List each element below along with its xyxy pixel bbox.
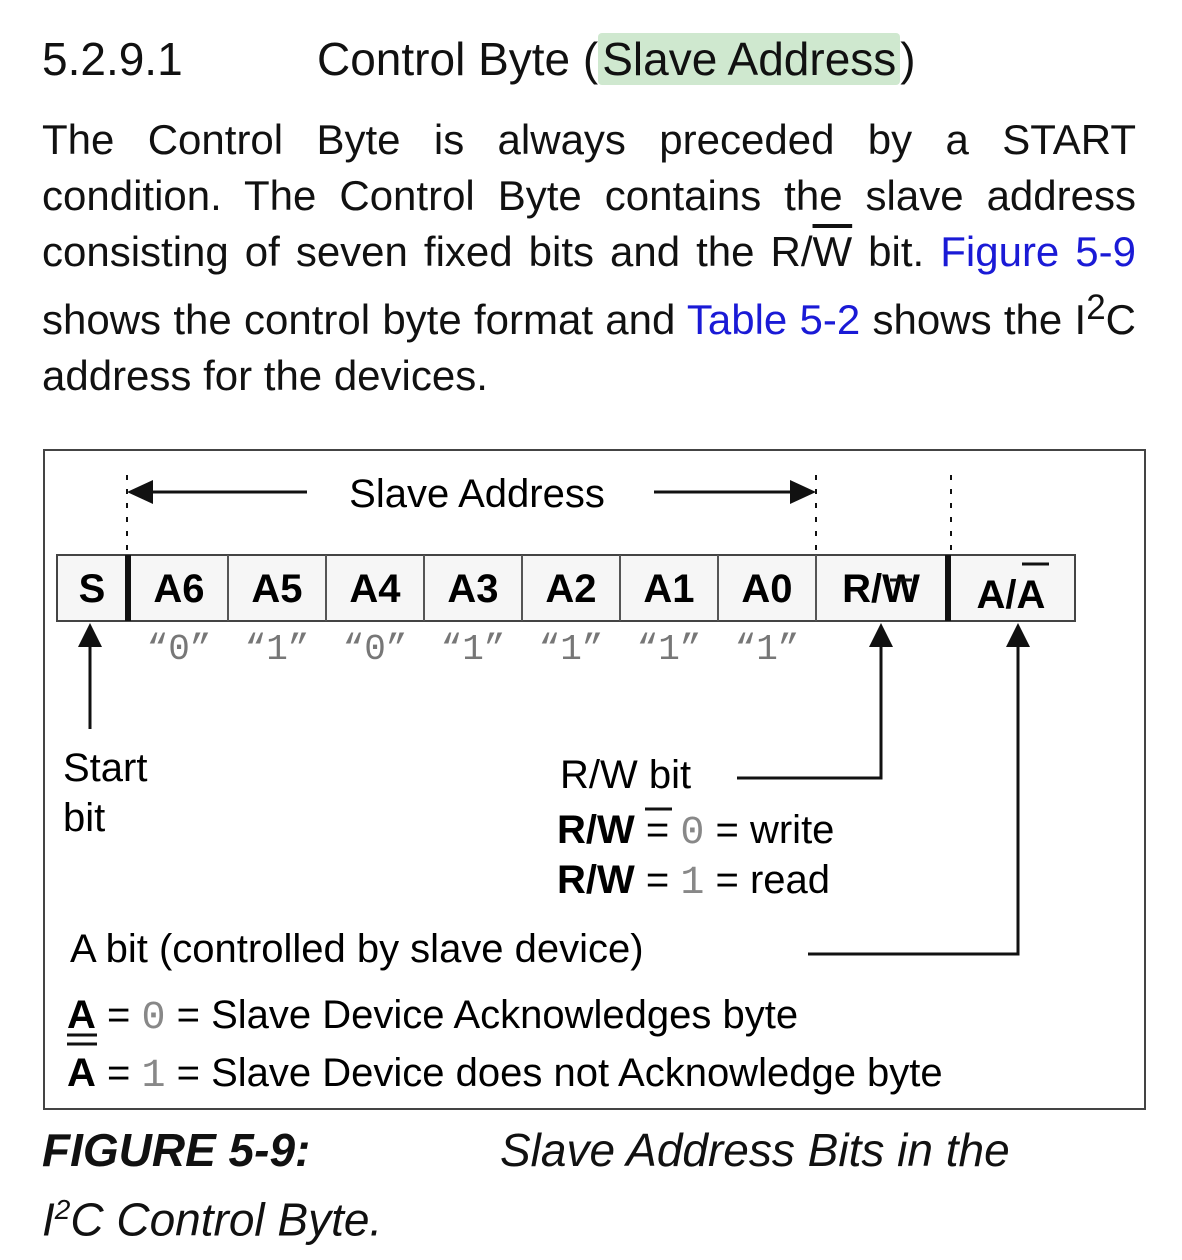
bit-value-a5: “1” bbox=[244, 629, 310, 670]
figure-link[interactable]: Figure 5-9 bbox=[940, 228, 1136, 275]
ack-one-line: A = 1 = Slave Device does not Acknowledge byte bbox=[67, 1051, 943, 1099]
bit-value-a3: “1” bbox=[440, 629, 506, 670]
rw-read-line: R/W = 1 = read bbox=[557, 858, 831, 906]
cell-a5: A5 bbox=[251, 567, 303, 611]
caption-title-line1: Slave Address Bits in the bbox=[500, 1124, 1010, 1176]
arrowhead-left-icon bbox=[127, 480, 153, 504]
ack-pointer-line bbox=[808, 646, 1018, 954]
ack-zero-line: A = 0 = Slave Device Acknowledges byte bbox=[67, 993, 799, 1041]
ack-bit-title: A bit (controlled by slave device) bbox=[70, 927, 644, 971]
body-paragraph: The Control Byte is always preceded by a START condition. The Control Byte contains the slave address consisting of seven fixed bits and the $R/\overline{W}$ bit. Figure 5-9 shows the control byte format and Table 5-2 shows the $I^2C$ address for the devices. bbox=[42, 116, 1137, 399]
bit-value-a1: “1” bbox=[636, 629, 702, 670]
cell-a2: A2 bbox=[545, 567, 597, 611]
start-label-line1: Start bbox=[63, 746, 148, 790]
section-title: Control Byte (Slave Address) bbox=[317, 33, 916, 85]
arrowhead-right-icon bbox=[790, 480, 816, 504]
cell-a6: A6 bbox=[153, 567, 205, 611]
rw-divider bbox=[945, 555, 951, 621]
cell-a3: A3 bbox=[447, 567, 499, 611]
slave-address-label: Slave Address bbox=[349, 472, 605, 516]
figure-control-byte bbox=[43, 449, 1146, 1110]
ack-arrowhead-icon bbox=[1006, 623, 1030, 647]
rw-arrowhead-icon bbox=[869, 623, 893, 647]
cell-a4: A4 bbox=[349, 567, 401, 611]
bit-value-a4: “0” bbox=[342, 629, 408, 670]
control-byte-diagram bbox=[45, 451, 1148, 1112]
cell-rw: R/W bbox=[842, 567, 920, 611]
cell-a0: A0 bbox=[741, 567, 793, 611]
start-label-line2: bit bbox=[63, 796, 106, 840]
bit-value-a2: “1” bbox=[538, 629, 604, 670]
figure-caption bbox=[42, 1120, 1010, 1246]
caption-title-line2: $I^2C$ Control Byte. bbox=[42, 1193, 383, 1246]
rw-write-line: R/W = 0 = write bbox=[557, 808, 835, 856]
cell-start: S bbox=[78, 567, 106, 611]
start-divider bbox=[125, 555, 131, 621]
start-arrowhead-icon bbox=[78, 623, 102, 647]
figure-number: FIGURE 5-9: bbox=[42, 1124, 311, 1176]
cell-ack: A/A bbox=[976, 573, 1046, 617]
rw-bit-title: R/W bit bbox=[560, 753, 692, 797]
bit-value-a6: “0” bbox=[146, 629, 212, 670]
cell-a1: A1 bbox=[643, 567, 695, 611]
table-link[interactable]: Table 5-2 bbox=[686, 296, 861, 343]
section-number: 5.2.9.1 bbox=[42, 33, 183, 85]
highlighted-text[interactable]: Slave Address bbox=[598, 33, 900, 85]
bit-value-a0: “1” bbox=[734, 629, 800, 670]
